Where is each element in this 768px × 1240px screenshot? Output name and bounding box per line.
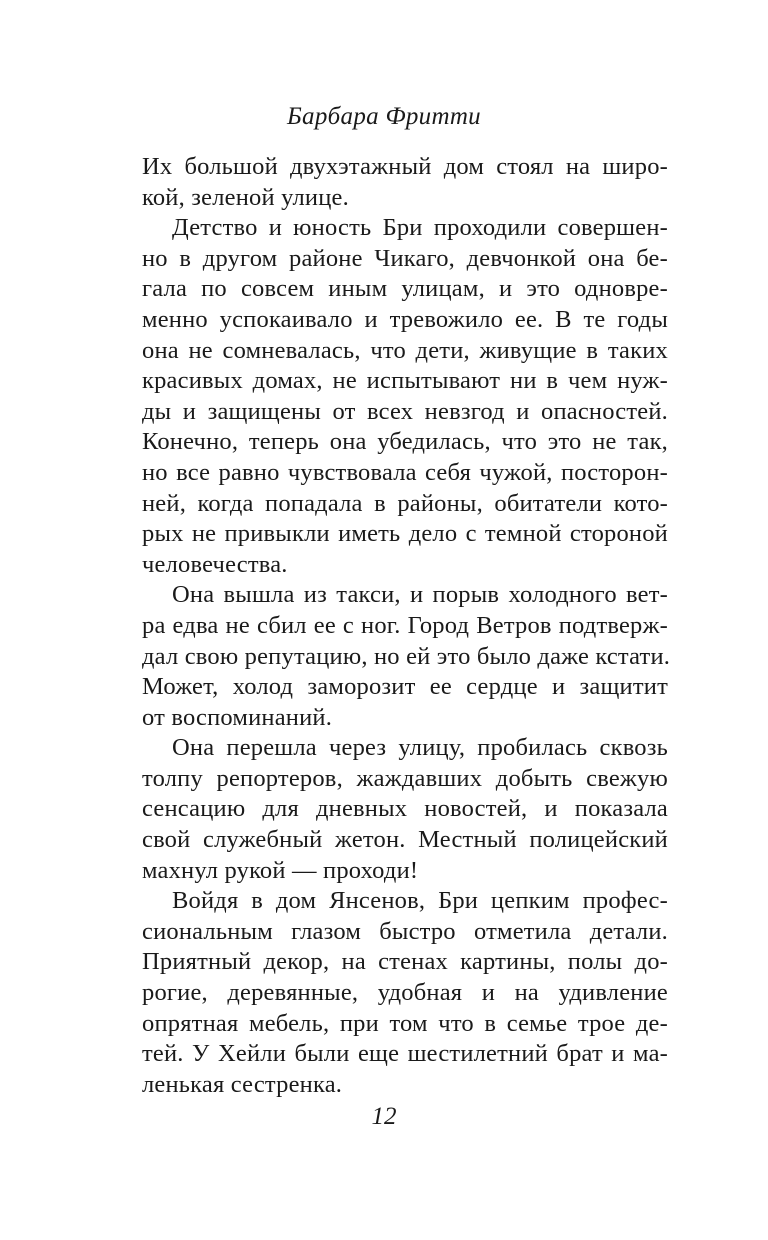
text-line: Их большой двухэтажный дом стоял на широ- bbox=[142, 153, 668, 180]
text-line: Она перешла через улицу, пробилась сквозь bbox=[172, 734, 668, 762]
page-number: 12 bbox=[371, 1103, 397, 1130]
text-line: гала по совсем иным улицам, и это одновре- bbox=[142, 275, 668, 303]
text-line: кой, зеленой улице. bbox=[142, 183, 349, 211]
text-line: свой служебный жетон. Местный полицейский bbox=[142, 826, 668, 854]
paragraph bbox=[142, 733, 668, 886]
text-line: опрятная мебель, при том что в семье трое де- bbox=[142, 1009, 668, 1037]
text-line: она не сомневалась, что дети, живущие в таких bbox=[142, 336, 668, 364]
text-line: ды и защищены от всех невзгод и опасностей. bbox=[142, 397, 668, 425]
text-line: Конечно, теперь она убедилась, что это не так, bbox=[142, 428, 668, 456]
text-line: человечества. bbox=[142, 550, 288, 578]
text-line: красивых домах, не испытывают ни в чем нуж- bbox=[142, 367, 668, 395]
running-header-author: Барбара Фритти bbox=[287, 103, 481, 130]
text-line: сиональным глазом быстро отметила детали. bbox=[142, 917, 668, 945]
paragraph bbox=[142, 886, 668, 1100]
text-line: от воспоминаний. bbox=[142, 703, 333, 731]
paragraph bbox=[142, 580, 671, 733]
text-line: Она вышла из такси, и порыв холодного вет- bbox=[172, 581, 668, 609]
text-line: менно успокаивало и тревожило ее. В те годы bbox=[142, 305, 668, 333]
text-line: ней, когда попадала в районы, обитатели кото- bbox=[142, 489, 668, 517]
text-line: Приятный декор, на стенах картины, полы до- bbox=[142, 948, 668, 976]
paragraph bbox=[142, 213, 668, 580]
text-line: Детство и юность Бри проходили совершен- bbox=[172, 214, 668, 242]
text-line: ленькая сестренка. bbox=[142, 1070, 343, 1098]
text-line: рых не привыкли иметь дело с темной стороной bbox=[142, 520, 668, 548]
text-line: дал свою репутацию, но ей это было даже кстати. bbox=[142, 642, 671, 670]
text-line: махнул рукой — проходи! bbox=[142, 856, 419, 884]
text-line: Может, холод заморозит ее сердце и защитит bbox=[142, 673, 668, 701]
text-line: толпу репортеров, жаждавших добыть свежую bbox=[142, 764, 668, 792]
text-line: ра едва не сбил ее с ног. Город Ветров подтверж- bbox=[142, 611, 668, 639]
text-line: тей. У Хейли были еще шестилетний брат и ма- bbox=[142, 1040, 668, 1068]
text-line: но все равно чувствовала себя чужой, посторон- bbox=[142, 458, 668, 486]
text-line: Войдя в дом Янсенов, Бри цепким профес- bbox=[172, 887, 668, 915]
text-line: но в другом районе Чикаго, девчонкой она бе- bbox=[142, 244, 668, 272]
body-text bbox=[142, 152, 671, 1100]
text-line: рогие, деревянные, удобная и на удивление bbox=[142, 979, 668, 1007]
text-line: сенсацию для дневных новостей, и показала bbox=[142, 795, 668, 823]
paragraph bbox=[142, 152, 668, 213]
